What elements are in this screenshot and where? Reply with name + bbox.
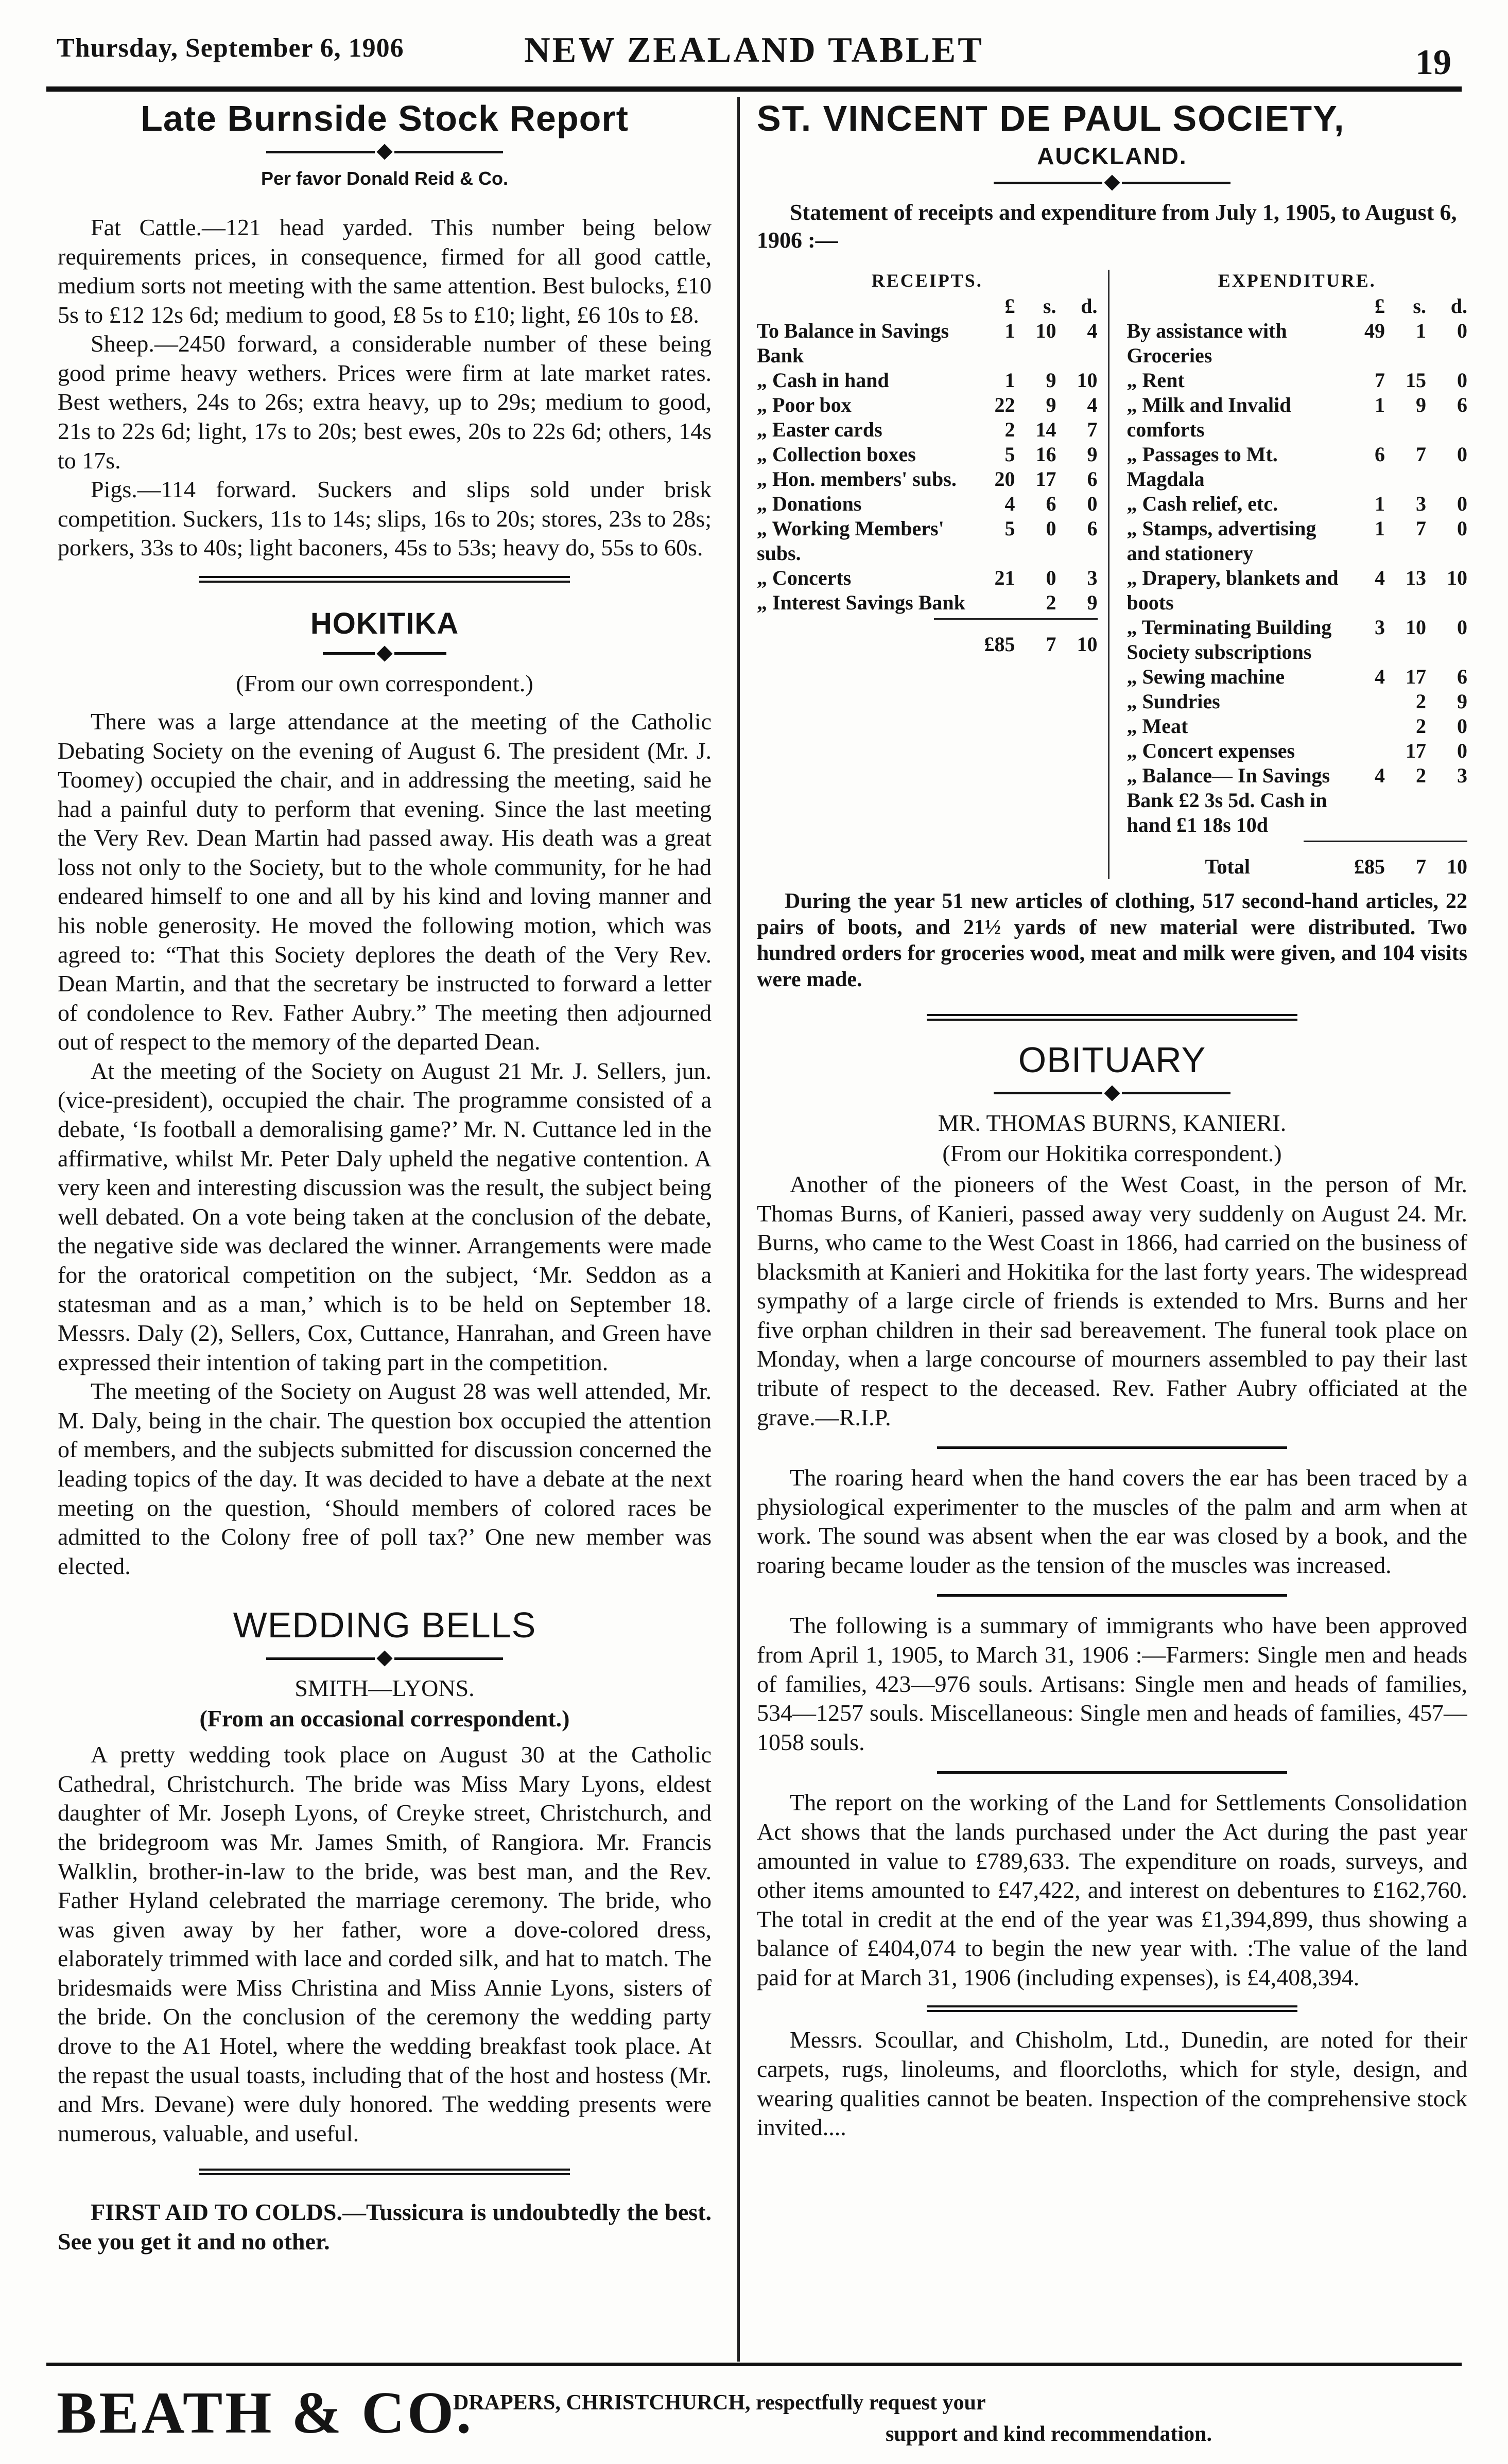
pence-value: 6 [1457,393,1467,417]
hokitika-title: HOKITIKA [310,606,459,640]
advertiser-name: BEATH & CO. [57,2380,474,2446]
item-label: „ Milk and Invalid comforts [1126,393,1291,442]
expenditure-total-label: Total [1205,855,1250,879]
society-title: ST. VINCENT DE PAUL SOCIETY, [757,98,1345,138]
receipts-total-row [757,632,1098,657]
obituary-article [757,1039,1467,1432]
stock-report-article [58,98,712,563]
receipts-total-pounds: £85 [984,633,1015,656]
news-note: The following is a summary of immigrants who have been approved from April 1, 1905, to March 31, 1906 :—Farmers: Single men and heads of families, 423—976 souls. Artisans: Single men and heads of families, 534—1257 souls. Miscellaneous: Single men and heads of families, 457—1058 souls. [757,1612,1467,1755]
pounds-header: £ [1375,294,1385,318]
expenditure-row [1127,442,1468,492]
expenditure-row [1127,516,1468,566]
stock-report-title: Late Burnside Stock Report [141,98,629,138]
right-column [757,98,1467,2352]
column-divider [737,97,740,2362]
total-rule [1304,841,1467,842]
shillings-value: 9 [1046,369,1056,392]
item-label: „ Sundries [1126,690,1220,713]
ornament-divider [266,146,503,158]
pence-value: 10 [1447,566,1467,590]
shillings-value: 17 [1406,739,1426,763]
pence-value: 7 [1087,418,1098,442]
expenditure-row [1127,319,1468,368]
hokitika-byline: (From our own correspondent.) [236,670,533,696]
pence-value: 0 [1457,492,1467,516]
receipts-rows [757,319,1098,615]
expenditure-row [1127,689,1468,714]
pounds-value: 1 [1004,369,1015,392]
footer-rule [46,2363,1462,2366]
advertiser-line-2: support and kind recommendation. [886,2422,1212,2446]
receipts-heading: RECEIPTS. [871,270,983,291]
expenditure-rows [1127,319,1468,837]
hokitika-paragraph: At the meeting of the Society on August 21 Mr. J. Sellers, jun. (vice-president), occupied the chair. The programme consisted of a debate, ‘Is football a demoralising game?’ Mr. N. Cuttance led in the affirmative, whilst Mr. Peter Daly upheld the negative contention. A very keen and interesting discussion was the result, the subject being well debated. On a vote being taken at the conclusion of the debate, the negative side was declared the winner. Arrangements were made for the oratorical competition on the subject, ‘Mr. Seddon as a statesman and as a man,’ which is to be held on September 18. Messrs. Daly (2), Sellers, Cox, Cuttance, Hanrahan, and Green have expressed their intention of taking part in the competition. [58,1057,712,1375]
advertiser-line-1: DRAPERS, CHRISTCHURCH, respectfully request your [453,2391,986,2415]
ornament-divider [266,1653,503,1664]
shillings-value: 7 [1416,517,1426,540]
item-label: „ Cash in hand [757,369,889,392]
money-column-headers [757,294,1098,319]
pence-value: 0 [1457,616,1467,639]
shillings-value: 0 [1046,566,1056,590]
shillings-value: 3 [1416,492,1426,516]
shillings-header: s. [1413,294,1426,318]
advertisement-note: Messrs. Scoullar, and Chisholm, Ltd., Dunedin, are noted for their carpets, rugs, linoleums, and floorcloths, which for style, design, and wearing qualities cannot be beaten. Inspection of the comprehensive stock invited.... [757,2026,1467,2141]
pence-value: 6 [1457,665,1467,689]
expenditure-row [1127,665,1468,689]
receipt-row [757,368,1098,393]
expenditure-row [1127,615,1468,665]
stock-report-byline: Per favor Donald Reid & Co. [261,168,509,189]
ornament-divider [994,177,1230,188]
pounds-value: 22 [994,393,1015,417]
pence-value: 0 [1457,443,1467,466]
ornament-divider [994,1088,1230,1099]
newspaper-title: NEW ZEALAND TABLET [524,30,984,70]
shillings-value: 10 [1035,319,1056,343]
receipt-row [757,393,1098,417]
receipt-row [757,516,1098,566]
accounts-table [757,270,1467,879]
receipt-row [757,319,1098,368]
masthead-rule [46,86,1462,92]
section-divider [927,1014,1297,1021]
receipt-row [757,566,1098,590]
pounds-value: 1 [1004,319,1015,343]
total-rule [934,618,1098,620]
expenditure-row [1127,393,1468,442]
pounds-value: 4 [1375,566,1385,590]
pence-value: 0 [1457,319,1467,343]
expenditure-row [1127,763,1468,837]
pence-value: 0 [1457,517,1467,540]
expenditure-row [1127,368,1468,393]
wedding-subtitle: SMITH—LYONS. [294,1675,475,1702]
masthead [46,23,1462,82]
news-note: The report on the working of the Land for Settlements Consolidation Act shows that the lands purchased under the Act during the past year amounted in value to £789,633. The expenditure on roads, surveys, and other items amounted to £47,422, and interest on debentures to £162,760. The total in credit at the end of the year was £1,394,899, thus showing a balance of £404,074 to begin the new year with. :The value of the land paid for at March 31, 1906 (including expenses), is £4,408,394. [757,1789,1467,1990]
shillings-value: 2 [1416,764,1426,788]
pence-value: 3 [1087,566,1098,590]
expenditure-total-shillings: 7 [1416,855,1426,879]
obituary-byline: (From our Hokitika correspondent.) [942,1140,1282,1166]
expenditure-row [1127,739,1468,763]
pence-value: 0 [1087,492,1098,516]
shillings-value: 13 [1406,566,1426,590]
receipts-total-pence: 10 [1077,633,1098,656]
shillings-header: s. [1043,294,1056,318]
pence-value: 6 [1087,467,1098,491]
receipt-row [757,492,1098,516]
item-label: „ Cash relief, etc. [1126,492,1278,516]
item-label: „ Donations [757,492,862,516]
shillings-value: 2 [1046,591,1056,615]
pence-value: 9 [1087,443,1098,466]
pence-value: 0 [1457,369,1467,392]
pence-header: d. [1081,294,1098,318]
footer-advertisement [57,2374,1451,2451]
expenditure-row [1127,714,1468,739]
expenditure-row [1127,492,1468,516]
pounds-value: 4 [1375,764,1385,788]
first-aid-advertisement: FIRST AID TO COLDS.—Tussicura is undoubtedly the best. See you get it and no other. [58,2199,712,2255]
pounds-value: 1 [1375,393,1385,417]
pounds-value: 20 [994,467,1015,491]
stock-pigs-paragraph: Pigs.—114 forward. Suckers and slips sold under brisk competition. Suckers, 11s to 14s; slips, 16s to 20s; stores, 23s to 28s; porkers, 33s to 40s; light baconers, 45s to 53s; heavy do, 55s to 60s. [58,476,712,561]
item-label: „ Rent [1126,369,1185,392]
section-divider [199,2169,570,2175]
expenditure-row [1127,566,1468,615]
pounds-value: 2 [1004,418,1015,442]
shillings-value: 2 [1416,690,1426,713]
receipt-row [757,442,1098,467]
obituary-paragraph: Another of the pioneers of the West Coast, in the person of Mr. Thomas Burns, of Kanieri, passed away very suddenly on August 24. Mr. Burns, who came to the West Coast in 1866, had carried on the business of blacksmith at Kanieri and Hokitika for the last forty years. The widespread sympathy of a large circle of friends is extended to Mrs. Burns and her five orphan children in their sad bereavement. The funeral took place on Monday, when a large concourse of mourners assembled to pay their last tribute of respect to the deceased. Rev. Father Aubry officiated at the grave.—R.I.P. [757,1170,1467,1430]
page-number: 19 [1415,43,1451,82]
expenditure-column [1127,270,1468,879]
shillings-value: 9 [1416,393,1426,417]
pence-value: 9 [1457,690,1467,713]
receipts-total-shillings: 7 [1046,633,1056,656]
item-label: „ Drapery, blankets and boots [1126,566,1339,615]
expenditure-total-row [1127,854,1468,879]
receipt-row [757,590,1098,615]
item-label: „ Poor box [757,393,852,417]
pence-header: d. [1450,294,1467,318]
section-divider [937,1594,1287,1597]
section-divider [937,1771,1287,1774]
pounds-header: £ [1004,294,1015,318]
section-divider [937,1446,1287,1449]
item-label: „ Easter cards [757,418,882,442]
receipt-row [757,417,1098,442]
pounds-value: 5 [1004,517,1015,540]
pence-value: 10 [1077,369,1098,392]
society-article [757,98,1467,992]
wedding-byline: (From an occasional correspondent.) [199,1705,570,1732]
item-label: „ Concert expenses [1126,739,1295,763]
shillings-value: 17 [1035,467,1056,491]
pounds-value: 7 [1375,369,1385,392]
shillings-value: 17 [1406,665,1426,689]
pounds-value: 6 [1375,443,1385,466]
receipt-row [757,467,1098,492]
item-label: „ Interest Savings Bank [757,591,965,615]
obituary-title: OBITUARY [1018,1039,1206,1080]
item-label: „ Collection boxes [757,443,916,466]
shillings-value: 1 [1416,319,1426,343]
receipts-column [757,270,1110,879]
wedding-title: WEDDING BELLS [233,1605,536,1646]
wedding-paragraph: A pretty wedding took place on August 30 at the Catholic Cathedral, Christchurch. The bride was Miss Mary Lyons, eldest daughter of Mr. Joseph Lyons, of Creyke street, Christchurch, and the bridegroom was Mr. James Smith, of Rangiora. Mr. Francis Walklin, brother-in-law to the bride, was best man, and the Rev. Father Hyland celebrated the marriage ceremony. The bride, who was given away by her father, wore a dove-colored dress, elaborately trimmed with lace and corded silk, and hat to match. The bridesmaids were Miss Christina and Miss Annie Lyons, sisters of the bride. On the conclusion of the ceremony the wedding party drove to the A1 Hotel, where the wedding breakfast took place. At the repast the usual toasts, including that of the host and hostess (Mr. and Mrs. Devane) were duly honored. The wedding presents were numerous, valuable, and useful. [58,1741,712,2146]
pence-value: 0 [1457,714,1467,738]
society-subtitle: AUCKLAND. [1037,143,1187,169]
news-note: The roaring heard when the hand covers the ear has been traced by a physiological experimenter to the muscles of the palm and arm when at work. The sound was absent when the ear was closed by a book, and the roaring became louder as the tension of the muscles was increased. [757,1464,1467,1578]
section-divider [199,576,570,583]
shillings-value: 0 [1046,517,1056,540]
shillings-value: 16 [1035,443,1056,466]
shillings-value: 10 [1406,616,1426,639]
left-column [58,98,712,2352]
society-intro: Statement of receipts and expenditure from July 1, 1905, to August 6, 1906 :— [757,200,1457,253]
advertiser-text [453,2387,1212,2450]
pounds-value: 1 [1375,492,1385,516]
obituary-subtitle: MR. THOMAS BURNS, KANIERI. [938,1109,1287,1136]
expenditure-total-pounds: £85 [1354,855,1385,879]
pounds-value: 21 [994,566,1015,590]
pounds-value: 4 [1375,665,1385,689]
section-divider [927,2005,1297,2012]
pence-value: 0 [1457,739,1467,763]
hokitika-paragraph: There was a large attendance at the meeting of the Catholic Debating Society on the evening of August 6. The president (Mr. J. Toomey) occupied the chair, and in addressing the meeting, said he had a painful duty to perform that evening. Since the last meeting the Very Rev. Dean Martin had passed away. His death was a great loss not only to the Society, but to the whole community, for he had endeared himself to one and all by his kind and loving manner and his noble generosity. He moved the following motion, which was agreed to: “That this Society deplores the death of the Very Rev. Dean Martin, and that the secretary be instructed to forward a letter of condolence to Rev. Father Aubry.” The meeting then adjourned out of respect to the memory of the departed Dean. [58,708,712,1055]
item-label: „ Passages to Mt. Magdala [1126,443,1278,491]
stock-sheep-paragraph: Sheep.—2450 forward, a considerable number of these being good prime heavy wethers. Prices were firm at late market rates. Best wethers, 24s to 26s; extra heavy, up to 29s; medium to good, 21s to 22s 6d; light, 17s to 20s; best ewes, 20s to 22s 6d; others, 14s to 17s. [58,330,712,474]
hokitika-paragraph: The meeting of the Society on August 28 was well attended, Mr. M. Daly, being in the chair. The question box occupied the attention of members, and the subjects submitted for discussion concerned the leading topics of the day. It was decided to have a debate at the next meeting on the question, ‘Should members of colored races be admitted to the Colony free of poll tax?’ One new member was elected. [58,1378,712,1579]
pounds-value: 3 [1375,616,1385,639]
pounds-value: 4 [1004,492,1015,516]
item-label: To Balance in Savings Bank [757,319,949,368]
item-label: „ Working Members' subs. [757,517,944,565]
item-label: „ Terminating Building Society subscriptions [1126,616,1332,664]
shillings-value: 6 [1046,492,1056,516]
pence-value: 3 [1457,764,1467,788]
shillings-value: 7 [1416,443,1426,466]
expenditure-heading: EXPENDITURE. [1218,270,1376,291]
shillings-value: 14 [1035,418,1056,442]
pence-value: 4 [1087,393,1098,417]
item-label: „ Concerts [757,566,852,590]
item-label: „ Hon. members' subs. [757,467,957,491]
shillings-value: 2 [1416,714,1426,738]
issue-date: Thursday, September 6, 1906 [57,33,404,63]
item-label: By assistance with Groceries [1126,319,1287,368]
item-label: „ Sewing machine [1126,665,1285,689]
expenditure-total-pence: 10 [1447,855,1467,879]
shillings-value: 15 [1406,369,1426,392]
money-column-headers [1127,294,1468,319]
wedding-article [58,1604,712,2148]
pounds-value: 1 [1375,517,1385,540]
pence-value: 6 [1087,517,1098,540]
item-label: „ Meat [1126,714,1188,738]
pounds-value: 49 [1364,319,1385,343]
pounds-value: 5 [1004,443,1015,466]
pence-value: 9 [1087,591,1098,615]
pence-value: 4 [1087,319,1098,343]
ornament-divider [323,648,446,659]
stock-cattle-paragraph: Fat Cattle.—121 head yarded. This number being below requirements prices, in consequence, firmed for all good cattle, medium sorts not meeting with the same attention. Best bulocks, £10 5s to £12 12s 6d; medium to good, £8 5s to £10; light, £6 10s to £8. [58,214,712,328]
shillings-value: 9 [1046,393,1056,417]
society-note: During the year 51 new articles of clothing, 517 second-hand articles, 22 pairs of boots, and 21½ yards of new material were distributed. Two hundred orders for groceries wood, meat and milk were given, and 104 visits were made. [757,889,1467,991]
item-label: „ Balance— In Savings Bank £2 3s 5d. Cash in hand £1 18s 10d [1126,764,1330,837]
item-label: „ Stamps, advertising and stationery [1126,517,1316,565]
hokitika-article [58,596,712,1581]
